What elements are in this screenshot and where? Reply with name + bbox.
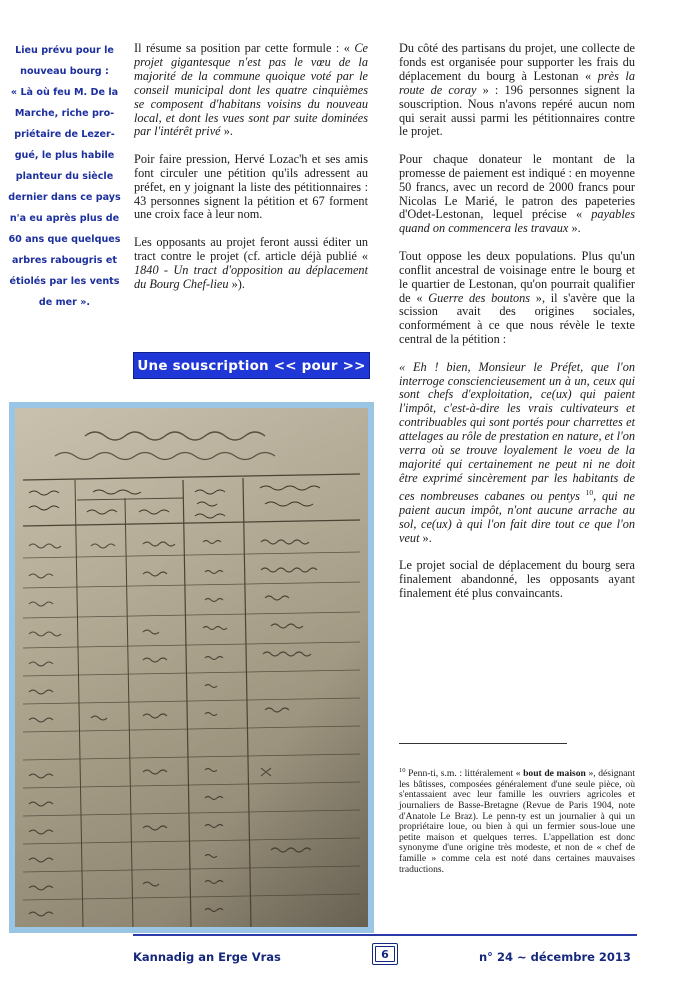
- footnote: [399, 766, 635, 875]
- page-number-box: [372, 943, 398, 965]
- sidebar-line: Lieu prévu pour le: [15, 45, 114, 56]
- text: », désignant les bâtisses, composées généralement d'une seule pièce, où s'entassaient avec leur famille les ouvriers agricoles et journaliers de Basse-Bretagne (Revue de Paris 1904, note d'Anatole Le Braz). Le penn-ty est un journalier à qui un propriétaire loue, ou bien à qui un fermier sous-loue une petite maison et quelques terres. L'appellation est donc synonyme d'une origine très modeste, et non de « chef de famille » comme cela est noté dans certaines mauvaises traductions.: [399, 768, 636, 875]
- sidebar-line: 60 ans que quelques: [8, 234, 121, 245]
- page-number: 6: [375, 946, 395, 962]
- quote: Ce projet gigantesque n'est pas le vœu de la majorité de la commune quoique voté par le conseil municipal dont les quatre cinquièmes se composent d'habitans voisins du nouveau local, et dont les vues sont par suite dominées par l'intérêt privé: [134, 41, 368, 139]
- paragraph: Le projet social de déplacement du bourg sera finalement abandonné, les opposants ayant finalement été plus convaincants.: [399, 558, 635, 600]
- publication-title: Kannadig an Erge Vras: [133, 950, 281, 964]
- sidebar-line: n'a eu après plus de: [9, 213, 120, 224]
- section-banner: Une souscription << pour >>: [133, 352, 370, 379]
- paragraph: [134, 236, 368, 292]
- text: Du côté des partisans du projet, une collecte de fonds est organisée pour supporter les frais du déplacement du bourg à Lestonan «: [399, 41, 635, 83]
- sidebar-line: planteur du siècle: [15, 171, 114, 182]
- sidebar-line: priétaire de Lezer-: [14, 129, 115, 140]
- sidebar-line: nouveau bourg :: [20, 66, 109, 77]
- petition-quote: [399, 361, 635, 546]
- sidebar-line: arbres rabougris et: [12, 255, 117, 266]
- text: Penn-ti, s.m. : littéralement «: [405, 768, 524, 780]
- quote: « Eh ! bien, Monsieur le Préfet, que l'on interroge consciencieusement un à un, ceux qui sont chefs d'exploitation, ce(ux) qui paient l'impôt, c'est-à-dire les vrais cultivateurs et contribuables qui sont portés pour charrettes et attelages au rôle de prestation en nature, et l'on verra où se trouve loyalement le voeu de la majorité qui certainement ne peut ni ne doit être exprimé sincèrement par les habitants de ces nombreuses cabanes ou pentys: [399, 359, 635, 503]
- text: Il résume sa position par cette formule : «: [134, 41, 355, 55]
- text: Tout oppose les deux populations. Plus qu'un conflit ancestral de voisinage entre le bourg et le quartier de Lestonan, qu'on pourrait qualifier de «: [399, 248, 635, 305]
- paragraph: [134, 42, 368, 139]
- sidebar-line: dernier dans ce pays: [8, 192, 121, 203]
- subscription-list-photo: [15, 408, 368, 927]
- text: », il s'avère que la scission avait des origines sociales, conformément à ce que nous révèle le texte central de la pétition :: [399, 290, 636, 347]
- text: Pour chaque donateur le montant de la promesse de paiement est indiqué : en moyenne 50 francs, avec un record de 2000 francs pour Nicolas Le Marié, le patron des papeteries d'Odet-Lestonan, lequel précise «: [399, 151, 635, 222]
- footnote-number: 10: [399, 767, 406, 774]
- text: »).: [228, 276, 245, 291]
- sidebar-line: étiolés par les vents: [9, 276, 120, 287]
- sidebar-line: gué, le plus habile: [14, 150, 115, 161]
- photo-frame: [9, 402, 374, 933]
- footnote-reference: 10: [585, 487, 594, 497]
- sidebar-line: Marche, riche pro-: [14, 108, 115, 119]
- paragraph: [399, 153, 635, 236]
- text: ».: [419, 530, 432, 545]
- text: ».: [568, 221, 581, 236]
- paragraph: [399, 42, 635, 139]
- text: » : 196 personnes signent la souscription. Nous n'avons repéré aucun nom qui serait aussi parmi les pétitionnaires contre le projet.: [399, 82, 635, 139]
- sidebar-line: « Là où feu M. De la: [10, 87, 119, 98]
- middle-column: [134, 42, 368, 305]
- issue-info: n° 24 ~ décembre 2013: [479, 950, 631, 964]
- paragraph: [399, 250, 635, 347]
- text: bout de maison: [523, 768, 586, 780]
- text: ».: [220, 124, 233, 139]
- sidebar-line: de mer ».: [38, 297, 91, 308]
- paragraph: Poir faire pression, Hervé Lozac'h et ses amis font circuler une pétition qu'ils adressent au préfet, en y joignant la liste des pétitionnaires : 43 personnes signent la pétition et 67 forment une croix face à leur nom.: [134, 151, 368, 222]
- footer-rule: [133, 934, 637, 936]
- quote: Guerre des boutons: [428, 290, 531, 305]
- right-column: [399, 42, 635, 614]
- text: Les opposants au projet feront aussi éditer un tract contre le projet (cf. article déjà publié «: [134, 234, 368, 263]
- quote: , qui ne paient aucun impôt, n'ont aucune arrache au sol, ce(ux) à qui l'on fait dire tout ce que l'on veut: [399, 488, 636, 545]
- quote: payables quand on commencera les travaux: [399, 207, 635, 236]
- manuscript-drawing: [15, 408, 368, 927]
- sidebar-caption: [8, 40, 121, 313]
- quote: 1840 - Un tract d'opposition au déplacement du Bourg Chef-lieu: [134, 262, 368, 291]
- quote: près la route de coray: [399, 68, 635, 97]
- footnote-separator: [399, 743, 567, 744]
